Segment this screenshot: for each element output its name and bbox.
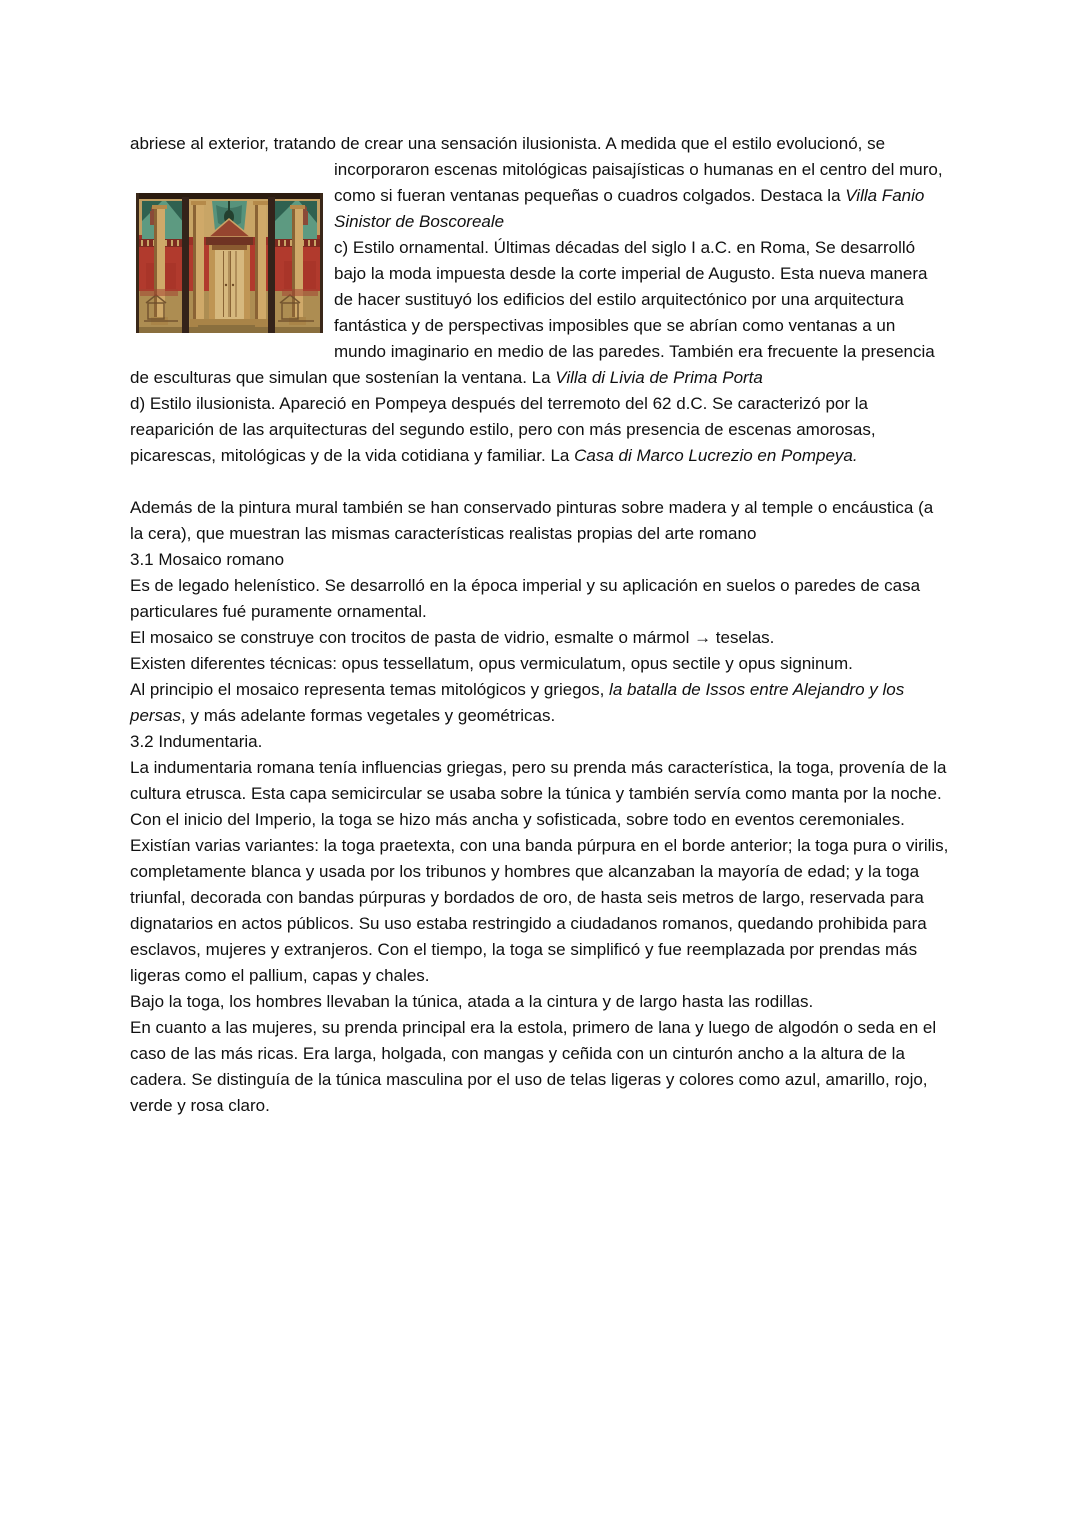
blank-line [130, 469, 950, 495]
intro-wrapped-text: evolucionó, se incorporaron escenas mitológicas paisajísticas o humanas en el centro del muro, como si fueran ventanas pequeñas o cuadros colgados. Destaca la Villa Fanio Sinistor de Boscoreale c) Estilo ornamental. Últimas décadas del siglo I a.C. en Roma, Se desarrolló bajo la moda impuesta desde la corte imperial de Augusto. Esta nueva manera de hacer sustituyó los edificios del estilo arquitectónico por una arquitectura fantástica y de perspectivas imposibles que se abrían como ventanas a un mundo imaginario en medio de las paredes. También era frecuente la presencia de esculturas que simulan que sostenían la ventana. La Villa di Livia de Prima Porta d) Estilo ilusionista. Apareció en Pompeya después del terremoto del 62 d.C. Se caracterizó por la reaparición de las arquitecturas del segundo estilo, pero con más presencia de escenas amorosas, picarescas, mitológicas y de la vida cotidiana y familiar. La Casa di Marco Lucrezio en Pompeya. [130, 134, 943, 465]
paragraph-pintura-sobre-madera: Además de la pintura mural también se han conservado pinturas sobre madera y al temple o encáustica (a la cera), que muestran las mismas características realistas propias del arte romano [130, 498, 934, 543]
roman-fresco-image[interactable] [136, 193, 323, 333]
section-heading-indumentaria: 3.2 Indumentaria. [130, 732, 263, 751]
intro-lead-text: abriese al exterior, tratando de crear una sensación ilusionista. A medida que el estilo [130, 134, 777, 153]
paragraph-mosaico-tecnicas: Existen diferentes técnicas: opus tessellatum, opus vermiculatum, opus sectile y opus signinum. [130, 654, 853, 673]
paragraph-estola-mujeres: En cuanto a las mujeres, su prenda principal era la estola, primero de lana y luego de algodón o seda en el caso de las más ricas. Era larga, holgada, con mangas y ceñida con un cinturón ancho a la altura de la cadera. Se distinguía de la túnica masculina por el uso de telas ligeras y colores como azul, amarillo, rojo, verde y rosa claro. [130, 1018, 937, 1115]
paragraph-toga-variantes: Existían varias variantes: la toga praetexta, con una banda púrpura en el borde anterior; la toga pura o virilis, completamente blanca y usada por los tribunos y hombres que alcanzaban la mayoría de edad; y la toga triunfal, decorada con bandas púrpuras y bordados de oro, de hasta seis metros de largo, reservada para dignatarios en actos públicos. Su uso estaba restringido a ciudadanos romanos, quedando prohibida para esclavos, mujeres y extranjeros. Con el tiempo, la toga se simplificó y fue reemplazada por prendas más ligeras como el pallium, capas y chales. [130, 836, 949, 985]
paragraph-mosaico-teselas: El mosaico se construye con trocitos de pasta de vidrio, esmalte o mármol → teselas. [130, 628, 775, 647]
paragraph-mosaico-legado: Es de legado helenístico. Se desarrolló en la época imperial y su aplicación en suelos o paredes de casa particulares fué puramente ornamental. [130, 576, 921, 621]
section-heading-mosaico: 3.1 Mosaico romano [130, 550, 285, 569]
paragraph-indumentaria-toga: La indumentaria romana tenía influencias griegas, pero su prenda más característica, la toga, provenía de la cultura etrusca. Esta capa semicircular se usaba sobre la túnica y también servía como manta por la noche. Con el inicio del Imperio, la toga se hizo más ancha y sofisticada, sobre todo en eventos ceremoniales. [130, 758, 947, 829]
paragraph-mosaico-temas: Al principio el mosaico representa temas mitológicos y griegos, la batalla de Issos entre Alejandro y los persas, y más adelante formas vegetales y geométricas. [130, 680, 905, 725]
intro-paragraph [130, 131, 950, 469]
paragraph-tunica-hombres: Bajo la toga, los hombres llevaban la túnica, atada a la cintura y de largo hasta las rodillas. [130, 992, 814, 1011]
